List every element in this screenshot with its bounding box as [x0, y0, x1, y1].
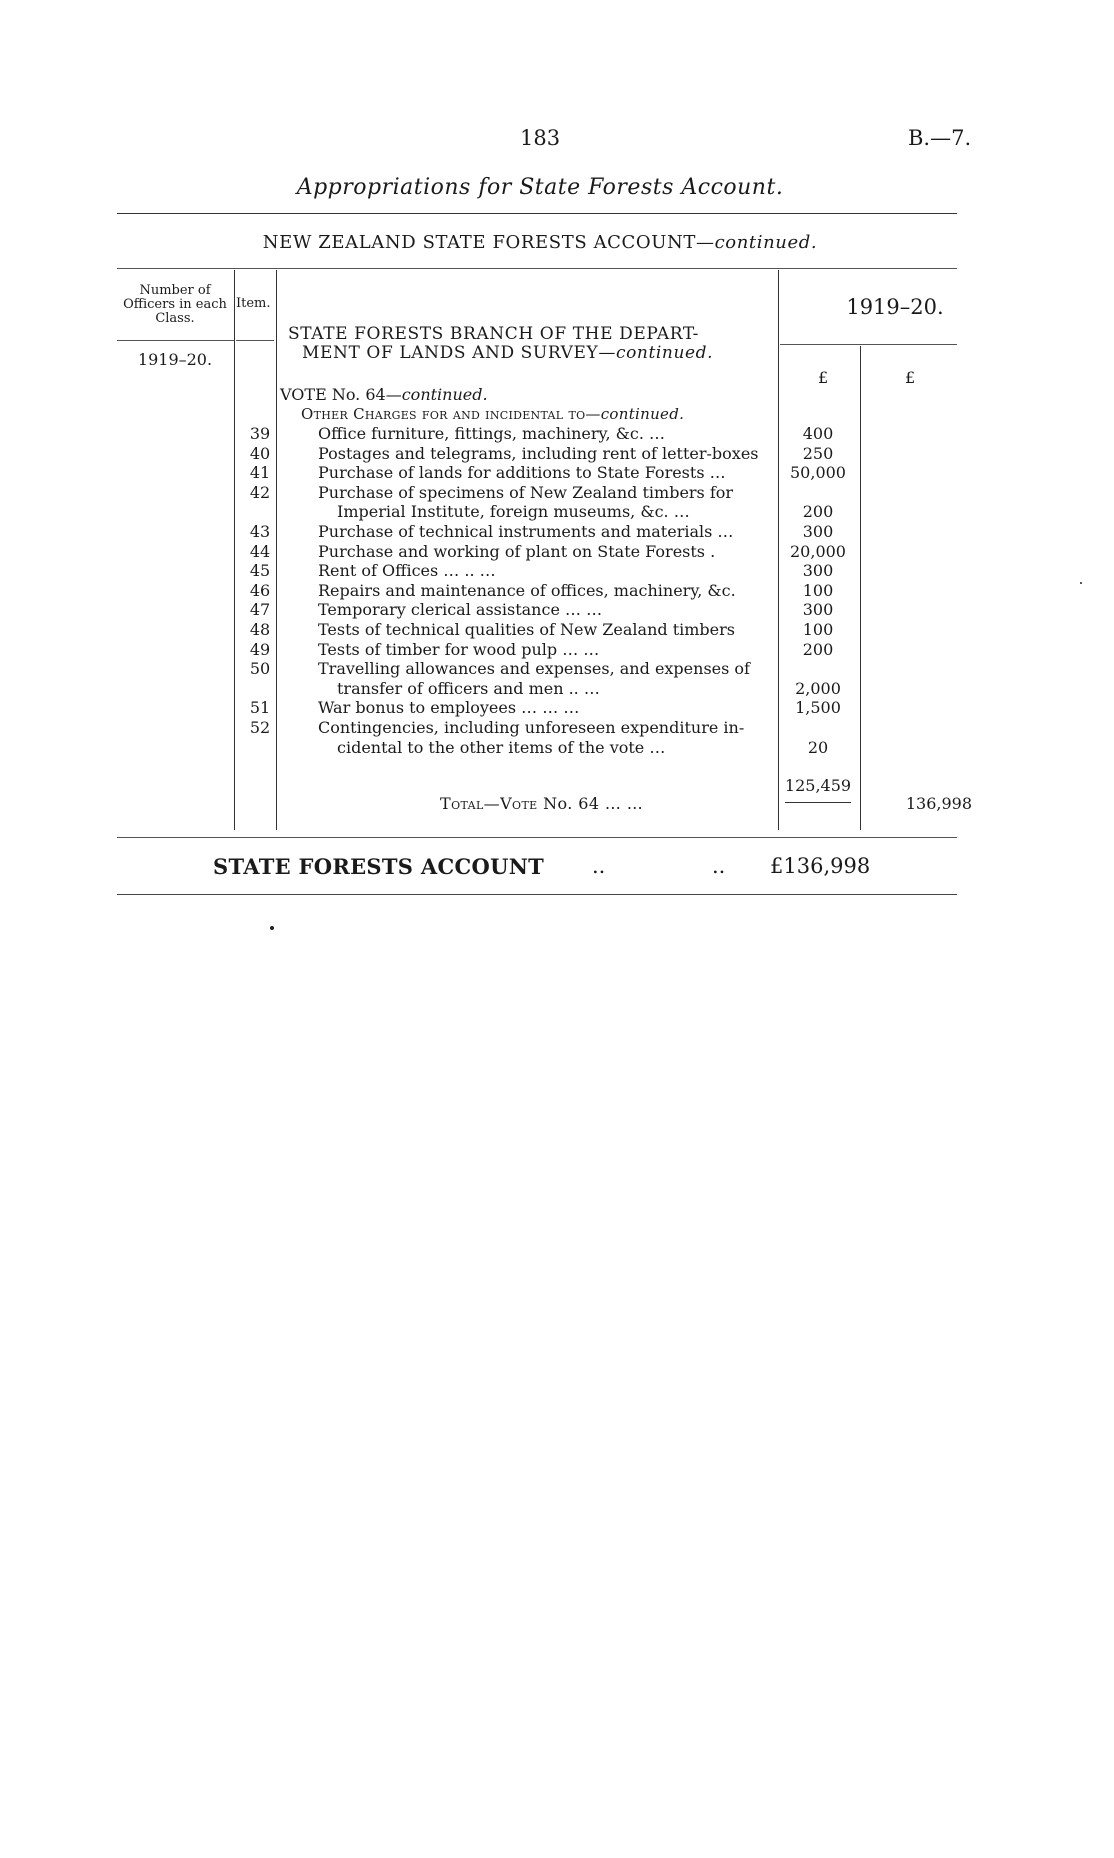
item-amount: 200	[802, 639, 834, 659]
table-top-rule	[117, 268, 957, 269]
account-total-amount: £136,998	[770, 854, 871, 878]
scan-speck	[1080, 582, 1082, 584]
item-amount: 100	[802, 620, 834, 639]
account-heading-suffix: continued.	[714, 232, 818, 253]
item-number: 51	[249, 698, 271, 718]
item-number: 41	[249, 463, 271, 483]
table-row	[0, 483, 1114, 502]
item-description: War bonus to employees … … …	[318, 698, 580, 718]
leader-dots-1: ..	[592, 854, 606, 878]
item-description: Imperial Institute, foreign museums, &c. …	[337, 502, 690, 522]
item-description: Purchase and working of plant on State Forests .	[318, 541, 716, 561]
branch-heading-line2: MENT OF LANDS AND SURVEY—continued.	[302, 343, 714, 363]
table-row	[0, 502, 1114, 521]
officers-header-rule	[117, 340, 234, 341]
item-number: 43	[249, 522, 271, 541]
subtotal-rule	[785, 802, 851, 803]
total-vote-label: Total—Vote No. 64 … …	[440, 794, 644, 813]
table-row	[0, 698, 1114, 717]
account-total-label: STATE FORESTS ACCOUNT	[213, 854, 545, 879]
item-description: transfer of officers and men .. …	[337, 678, 600, 698]
document-reference: B.—7.	[908, 126, 972, 150]
pound-symbol-right: £	[905, 368, 916, 387]
item-amount: 2,000	[795, 678, 841, 698]
item-description: cidental to the other items of the vote …	[337, 737, 666, 757]
item-description: Contingencies, including unforeseen expenditure in-	[318, 718, 745, 737]
table-bottom-rule	[117, 837, 957, 838]
item-number: 52	[249, 718, 271, 737]
table-row	[0, 718, 1114, 737]
item-number: 49	[249, 639, 271, 659]
leader-dots-2: ..	[712, 854, 726, 878]
other-charges-heading: Other Charges for and incidental to—continued.	[301, 405, 685, 423]
item-number: 50	[249, 659, 271, 679]
table-row	[0, 679, 1114, 698]
item-description: Travelling allowances and expenses, and expenses of	[318, 659, 750, 679]
year-column-header: 1919–20.	[846, 295, 944, 319]
item-number: 40	[249, 443, 271, 463]
item-number: 39	[249, 424, 271, 443]
item-column-header: Item.	[236, 296, 271, 311]
officers-column-header: Number of Officers in each Class.	[123, 283, 227, 326]
account-heading	[0, 232, 1080, 253]
item-description: Tests of technical qualities of New Zealand timbers	[318, 620, 735, 639]
item-amount: 300	[802, 561, 834, 581]
item-number: 47	[249, 600, 271, 620]
item-number: 45	[249, 561, 271, 581]
item-number: 42	[249, 482, 271, 502]
item-amount: 100	[802, 580, 834, 600]
item-number: 46	[249, 580, 271, 600]
branch-heading	[288, 325, 713, 363]
item-description: Temporary clerical assistance … …	[318, 600, 603, 620]
branch-heading-line1: STATE FORESTS BRANCH OF THE DEPART-	[288, 324, 699, 344]
table-row	[0, 738, 1114, 757]
item-amount: 300	[802, 600, 834, 620]
item-header-rule	[236, 340, 274, 341]
table-row	[0, 444, 1114, 463]
vote-heading: VOTE No. 64—continued.	[280, 385, 488, 404]
page-number: 183	[520, 126, 561, 150]
item-amount: 250	[802, 443, 834, 463]
item-description: Purchase of specimens of New Zealand timbers for	[318, 482, 734, 502]
item-amount: 50,000	[790, 463, 846, 483]
item-description: Repairs and maintenance of offices, machinery, &c.	[318, 580, 736, 600]
item-amount: 400	[802, 424, 834, 443]
item-number: 44	[249, 541, 271, 561]
table-row	[0, 620, 1114, 639]
item-description: Purchase of lands for additions to State Forests …	[318, 463, 726, 483]
item-amount: 200	[802, 502, 834, 522]
footer-rule	[117, 894, 957, 895]
item-amount: 1,500	[795, 698, 841, 718]
table-row	[0, 542, 1114, 561]
title-rule	[117, 213, 957, 214]
vote-grand-total: 136,998	[905, 794, 972, 813]
item-amount: 20,000	[790, 541, 846, 561]
item-amount: 20	[807, 737, 829, 757]
item-description: Tests of timber for wood pulp … …	[318, 639, 600, 659]
table-row	[0, 424, 1114, 443]
table-row	[0, 561, 1114, 580]
table-row	[0, 659, 1114, 678]
table-row	[0, 463, 1114, 482]
officers-year: 1919–20.	[137, 350, 213, 369]
table-row	[0, 581, 1114, 600]
year-header-rule	[780, 344, 957, 345]
item-amount: 300	[802, 522, 834, 541]
account-heading-main: NEW ZEALAND STATE FORESTS ACCOUNT—	[262, 232, 715, 253]
vote-subtotal: 125,459	[784, 776, 852, 795]
item-number: 48	[249, 620, 271, 639]
table-row	[0, 600, 1114, 619]
item-description: Office furniture, fittings, machinery, &c. …	[318, 424, 665, 443]
item-description: Rent of Offices … .. …	[318, 561, 496, 581]
item-description: Postages and telegrams, including rent of letter-boxes	[318, 443, 759, 463]
table-row	[0, 640, 1114, 659]
page-title: Appropriations for State Forests Account.	[296, 175, 784, 200]
scan-speck	[270, 926, 274, 930]
table-row	[0, 522, 1114, 541]
item-description: Purchase of technical instruments and materials …	[318, 522, 734, 541]
pound-symbol-left: £	[818, 368, 829, 387]
